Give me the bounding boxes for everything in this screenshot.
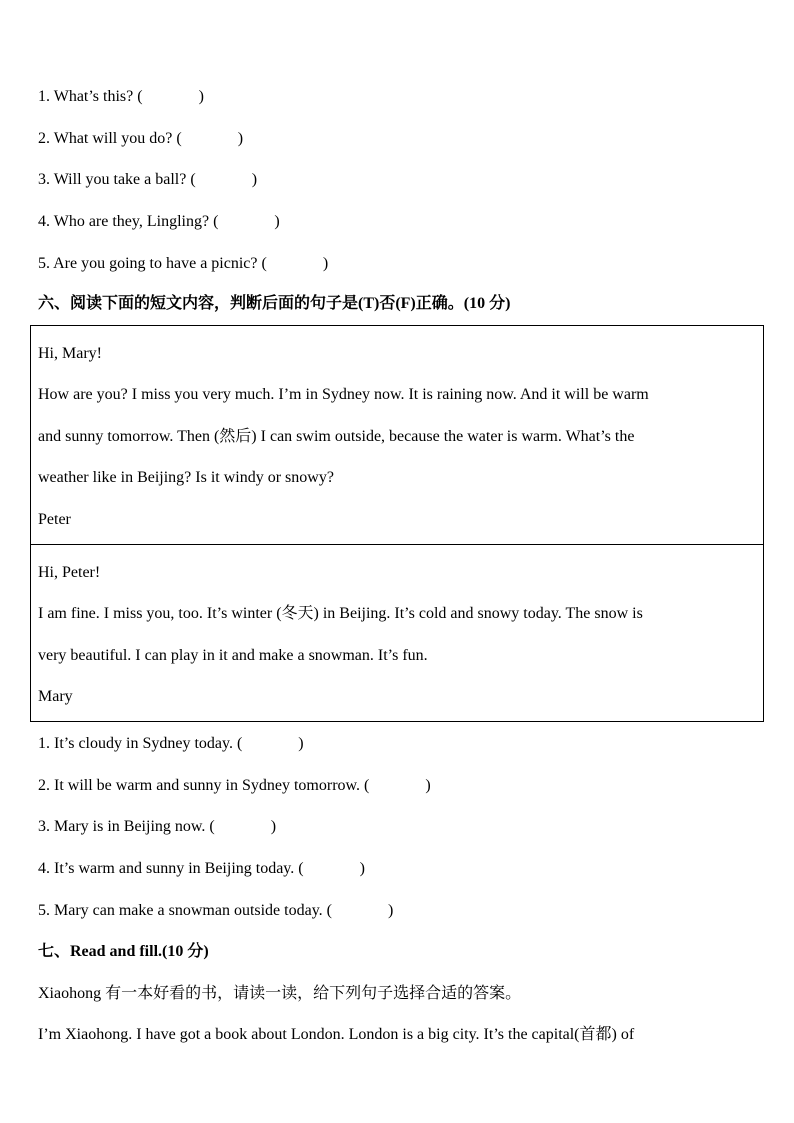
section7-passage: I’m Xiaohong. I have got a book about London. London is a big city. It’s the capital(首都) of: [38, 1026, 635, 1043]
section6-heading: 六、阅读下面的短文内容，判断后面的句子是(T)否(F)正确。(10 分): [38, 295, 511, 312]
statement-1: [38, 734, 304, 754]
question-text: 4. Who are they, Lingling? (: [38, 213, 219, 230]
statement-text: 2. It will be warm and sunny in Sydney tomorrow. (: [38, 777, 370, 794]
q5-2: [38, 129, 243, 149]
q5-1: [38, 87, 204, 107]
statement-3: [38, 817, 276, 837]
letter1-line: How are you? I miss you very much. I’m in Sydney now. It is raining now. And it will be warm: [38, 386, 649, 403]
close-paren: ): [359, 860, 365, 877]
statement-text: 5. Mary can make a snowman outside today. (: [38, 902, 332, 919]
q5-4: [38, 212, 280, 232]
statement-2: [38, 776, 431, 796]
close-paren: ): [198, 88, 204, 105]
letter1-line: weather like in Beijing? Is it windy or snowy?: [38, 469, 334, 486]
question-text: 2. What will you do? (: [38, 130, 182, 147]
letter1-greeting: Hi, Mary!: [38, 345, 102, 362]
question-text: 5. Are you going to have a picnic? (: [38, 255, 267, 272]
close-paren: ): [274, 213, 280, 230]
statement-4: [38, 859, 365, 879]
close-paren: ): [425, 777, 431, 794]
q5-5: [38, 254, 328, 274]
question-text: 3. Will you take a ball? (: [38, 171, 196, 188]
statement-5: [38, 901, 393, 921]
letter1-signature: Peter: [38, 511, 71, 528]
close-paren: ): [388, 902, 394, 919]
close-paren: ): [298, 735, 304, 752]
q5-3: [38, 170, 257, 190]
letter-divider: [31, 544, 763, 545]
letter2-line: very beautiful. I can play in it and make a snowman. It’s fun.: [38, 647, 428, 664]
section7-heading: 七、Read and fill.(10 分): [38, 943, 209, 960]
letters-box: [30, 325, 764, 722]
close-paren: ): [237, 130, 244, 147]
statement-text: 4. It’s warm and sunny in Beijing today. (: [38, 860, 304, 877]
statement-text: 1. It’s cloudy in Sydney today. (: [38, 735, 243, 752]
letter2-line: I am fine. I miss you, too. It’s winter (冬天) in Beijing. It’s cold and snowy today. The snow is: [38, 605, 643, 622]
close-paren: ): [322, 255, 329, 272]
close-paren: ): [251, 171, 258, 188]
letter2-greeting: Hi, Peter!: [38, 564, 101, 581]
section7-intro: Xiaohong 有一本好看的书，请读一读，给下列句子选择合适的答案。: [38, 985, 522, 1002]
letter2-signature: Mary: [38, 688, 73, 705]
question-text: 1. What’s this? (: [38, 88, 143, 105]
close-paren: ): [270, 818, 277, 835]
statement-text: 3. Mary is in Beijing now. (: [38, 818, 215, 835]
letter1-line: and sunny tomorrow. Then (然后) I can swim outside, because the water is warm. What’s the: [38, 428, 635, 445]
